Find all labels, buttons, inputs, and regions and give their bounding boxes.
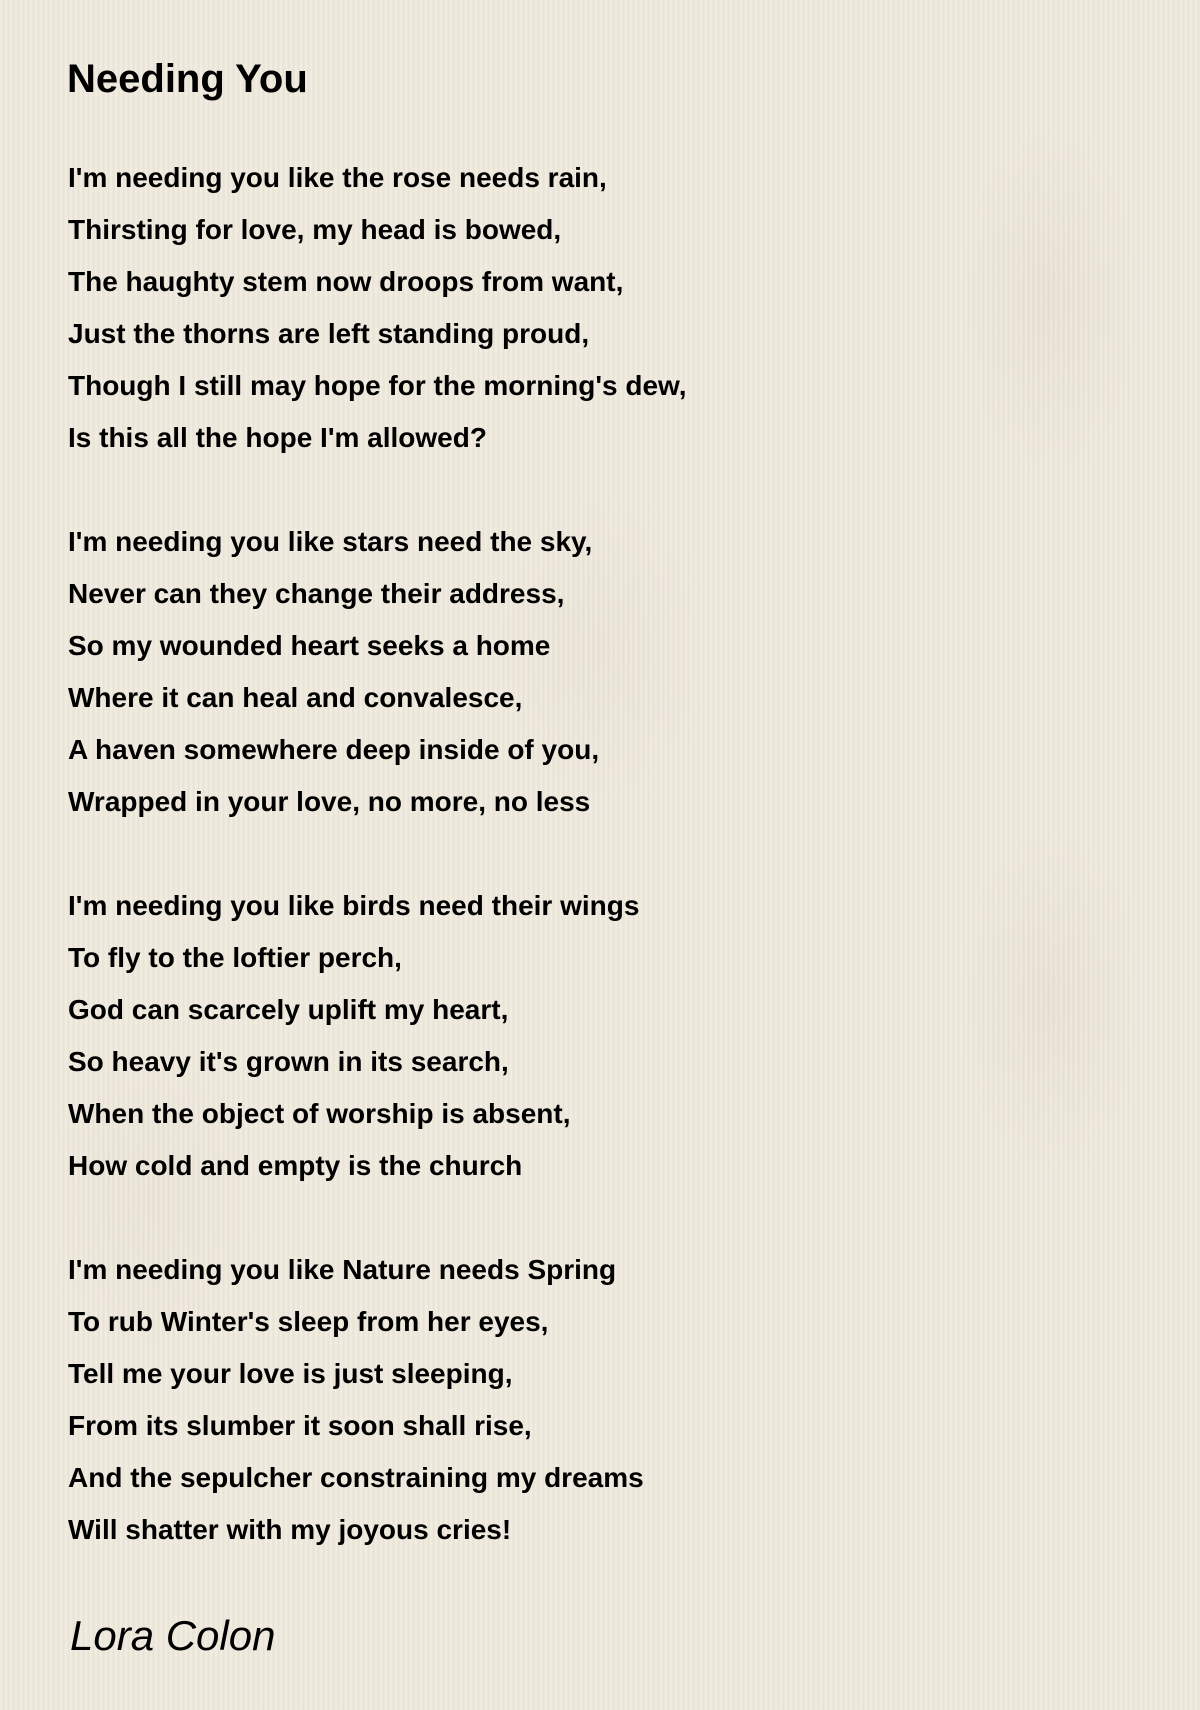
stanza-2: [68, 516, 687, 828]
poem-line: When the object of worship is absent,: [68, 1098, 571, 1129]
poem-line: Tell me your love is just sleeping,: [68, 1358, 513, 1389]
poem-line: Will shatter with my joyous cries!: [68, 1514, 512, 1545]
poem-line: So my wounded heart seeks a home: [68, 630, 551, 661]
poem-line: A haven somewhere deep inside of you,: [68, 734, 600, 765]
poem-line: I'm needing you like stars need the sky,: [68, 526, 593, 557]
poem-line: How cold and empty is the church: [68, 1150, 523, 1181]
poem-line: The haughty stem now droops from want,: [68, 266, 624, 297]
poem-line: Just the thorns are left standing proud,: [68, 318, 590, 349]
poem-line: And the sepulcher constraining my dreams: [68, 1462, 644, 1493]
poem-line: Wrapped in your love, no more, no less: [68, 786, 591, 817]
poem-line: From its slumber it soon shall rise,: [68, 1410, 532, 1441]
poem-line: I'm needing you like birds need their wings: [68, 890, 640, 921]
stanza-1: [68, 152, 687, 464]
poem-line: To fly to the loftier perch,: [68, 942, 402, 973]
poem-body: [68, 152, 687, 1608]
poem-line: Where it can heal and convalesce,: [68, 682, 523, 713]
stanza-3: [68, 880, 687, 1192]
poem-line: I'm needing you like the rose needs rain,: [68, 162, 607, 193]
poem-line: Is this all the hope I'm allowed?: [68, 422, 487, 453]
stanza-4: [68, 1244, 687, 1556]
poem-line: To rub Winter's sleep from her eyes,: [68, 1306, 549, 1337]
poem-line: Though I still may hope for the morning's dew,: [68, 370, 687, 401]
poem-line: So heavy it's grown in its search,: [68, 1046, 509, 1077]
poem-line: I'm needing you like Nature needs Spring: [68, 1254, 617, 1285]
poem-author: Lora Colon: [70, 1612, 276, 1659]
poem-line: Never can they change their address,: [68, 578, 565, 609]
poem-title: Needing You: [67, 57, 308, 101]
poem-line: Thirsting for love, my head is bowed,: [68, 214, 562, 245]
poem-line: God can scarcely uplift my heart,: [68, 994, 509, 1025]
